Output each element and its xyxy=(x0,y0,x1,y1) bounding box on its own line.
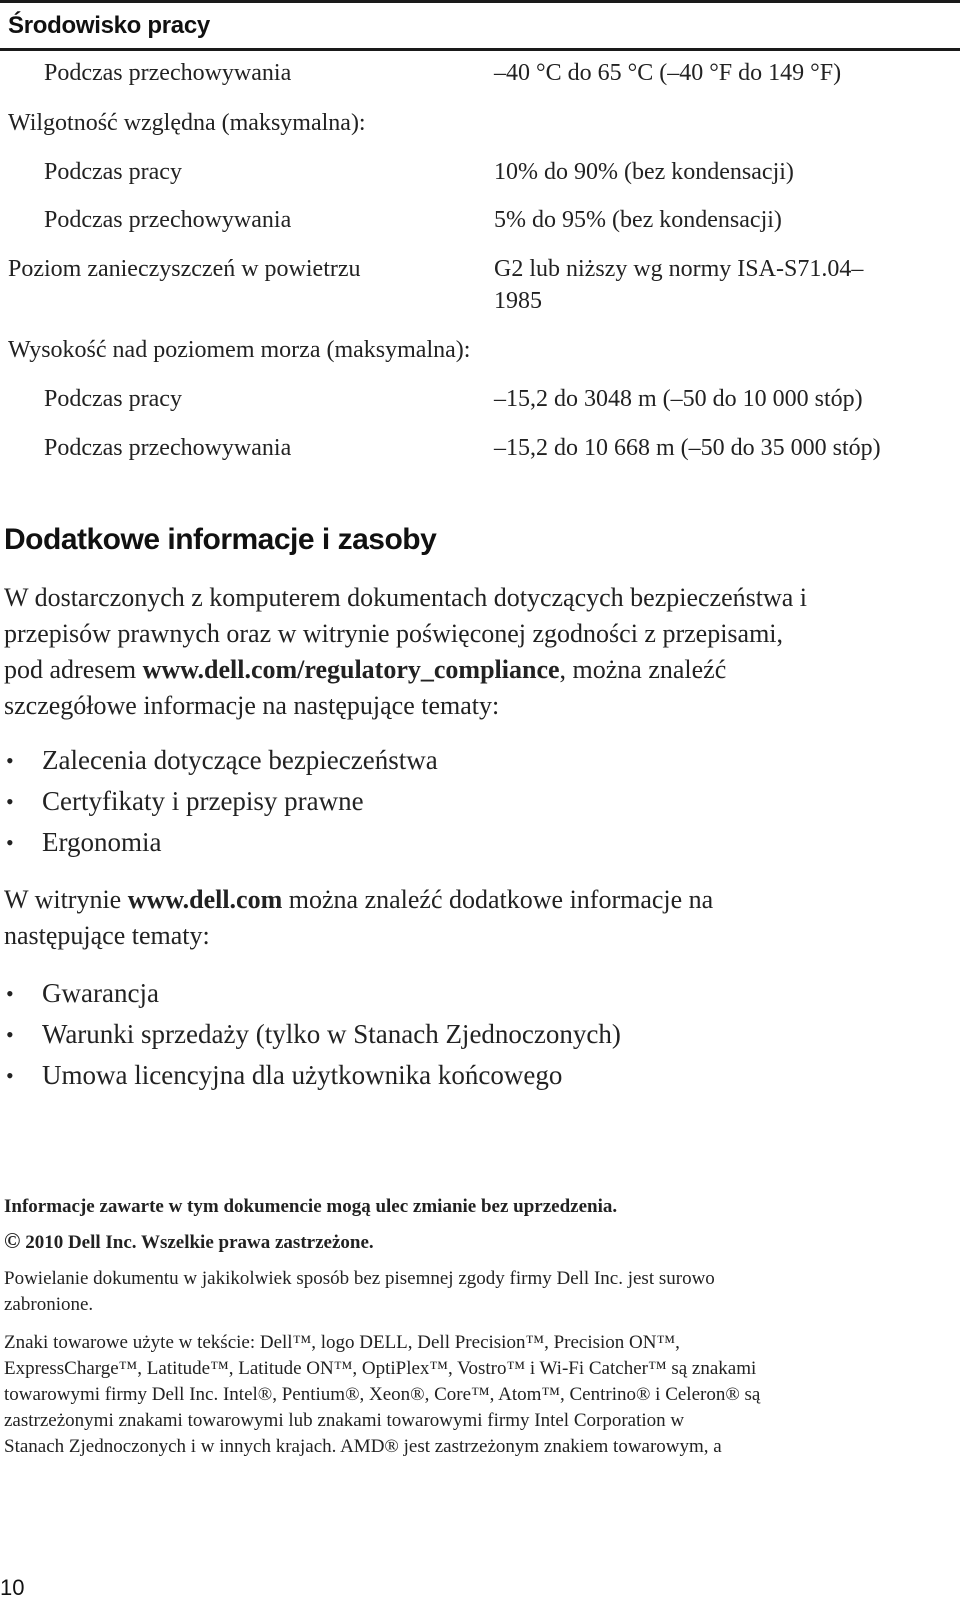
altitude-storage-value: –15,2 do 10 668 m (–50 do 35 000 stóp) xyxy=(494,435,881,461)
regulatory-compliance-link[interactable]: www.dell.com/regulatory_compliance xyxy=(142,655,560,684)
page-number: 10 xyxy=(0,1575,25,1600)
trademarks-line4: zastrzeżonymi znakami towarowymi lub znakami towarowymi firmy Intel Corporation w xyxy=(4,1410,685,1431)
airborne-value-line2: 1985 xyxy=(494,288,542,314)
trademarks-line5: Stanach Zjednoczonych i w innych krajach. AMD® jest zastrzeżonym znakiem towarowym, a xyxy=(4,1436,722,1457)
altitude-storage-label: Podczas przechowywania xyxy=(44,435,292,461)
resources-paragraph-2 xyxy=(4,882,954,954)
list-item xyxy=(0,973,621,1014)
list-item-text: Warunki sprzedaży (tylko w Stanach Zjednoczonych) xyxy=(42,1019,621,1049)
copyright-text: 2010 Dell Inc. Wszelkie prawa zastrzeżone. xyxy=(25,1232,374,1253)
humidity-storage-label: Podczas przechowywania xyxy=(44,207,292,233)
list-item xyxy=(0,1055,621,1096)
copyright-icon: © xyxy=(4,1228,21,1253)
dell-website-link[interactable]: www.dell.com xyxy=(127,885,283,914)
bullet-icon: • xyxy=(6,981,14,1006)
reproduction-line1: Powielanie dokumentu w jakikolwiek sposób bez pisemnej zgody firmy Dell Inc. jest surowo xyxy=(4,1268,715,1289)
list-item-text: Gwarancja xyxy=(42,978,159,1008)
list-item-text: Zalecenia dotyczące bezpieczeństwa xyxy=(42,745,438,775)
para2-line1 xyxy=(4,882,954,918)
copyright-line xyxy=(4,1228,944,1256)
title-rule xyxy=(0,48,960,51)
trademarks-line3: towarowymi firmy Dell Inc. Intel®, Pentium®, Xeon®, Core™, Atom™, Centrino® i Celeron® są xyxy=(4,1384,761,1405)
list-item-text: Ergonomia xyxy=(42,827,162,857)
list-item-text: Umowa licencyjna dla użytkownika końcowego xyxy=(42,1060,563,1090)
topics-list-2 xyxy=(0,973,621,1096)
bullet-icon: • xyxy=(6,1022,14,1047)
airborne-value-line1: G2 lub niższy wg normy ISA-S71.04– xyxy=(494,256,864,282)
list-item xyxy=(0,740,438,781)
para2-pre: W witrynie xyxy=(4,885,128,914)
humidity-label: Wilgotność względna (maksymalna): xyxy=(8,110,366,136)
reproduction-line2: zabronione. xyxy=(4,1294,94,1315)
trademarks-line1: Znaki towarowe użyte w tekście: Dell™, logo DELL, Dell Precision™, Precision ON™, xyxy=(4,1332,680,1353)
trademarks-notice xyxy=(4,1330,944,1460)
section-title-resources: Dodatkowe informacje i zasoby xyxy=(4,523,437,556)
trademarks-line2: ExpressCharge™, Latitude™, Latitude ON™, OptiPlex™, Vostro™ i Wi-Fi Catcher™ są znakami xyxy=(4,1358,757,1379)
section-title-environment: Środowisko pracy xyxy=(8,12,210,39)
airborne-label: Poziom zanieczyszczeń w powietrzu xyxy=(8,256,361,282)
para2-line2: następujące tematy: xyxy=(4,921,210,950)
para1-line2: przepisów prawnych oraz w witrynie poświęconej zgodności z przepisami, xyxy=(4,619,784,648)
altitude-label: Wysokość nad poziomem morza (maksymalna): xyxy=(8,337,471,363)
list-item xyxy=(0,822,438,863)
change-notice: Informacje zawarte w tym dokumencie mogą ulec zmianie bez uprzedzenia. xyxy=(4,1196,618,1217)
list-item-text: Certyfikaty i przepisy prawne xyxy=(42,786,364,816)
humidity-operating-value: 10% do 90% (bez kondensacji) xyxy=(494,159,794,185)
reproduction-notice xyxy=(4,1266,944,1318)
storage-temp-value: –40 °C do 65 °C (–40 °F do 149 °F) xyxy=(494,60,842,86)
para2-post: można znaleźć dodatkowe informacje na xyxy=(282,885,714,914)
altitude-operating-value: –15,2 do 3048 m (–50 do 10 000 stóp) xyxy=(494,386,863,412)
bullet-icon: • xyxy=(6,789,14,814)
para1-line3-pre: pod adresem xyxy=(4,655,143,684)
resources-paragraph-1 xyxy=(4,580,954,724)
topics-list-1 xyxy=(0,740,438,863)
para1-line4: szczegółowe informacje na następujące tematy: xyxy=(4,691,500,720)
altitude-operating-label: Podczas pracy xyxy=(44,386,182,412)
list-item xyxy=(0,1014,621,1055)
bullet-icon: • xyxy=(6,748,14,773)
bullet-icon: • xyxy=(6,830,14,855)
para1-line3-post: , można znaleźć xyxy=(559,655,727,684)
para1-line1: W dostarczonych z komputerem dokumentach dotyczących bezpieczeństwa i xyxy=(4,583,808,612)
list-item xyxy=(0,781,438,822)
top-rule xyxy=(0,0,960,3)
para1-line3 xyxy=(4,652,954,688)
bullet-icon: • xyxy=(6,1063,14,1088)
storage-temp-label: Podczas przechowywania xyxy=(44,60,292,86)
humidity-storage-value: 5% do 95% (bez kondensacji) xyxy=(494,207,782,233)
humidity-operating-label: Podczas pracy xyxy=(44,159,182,185)
